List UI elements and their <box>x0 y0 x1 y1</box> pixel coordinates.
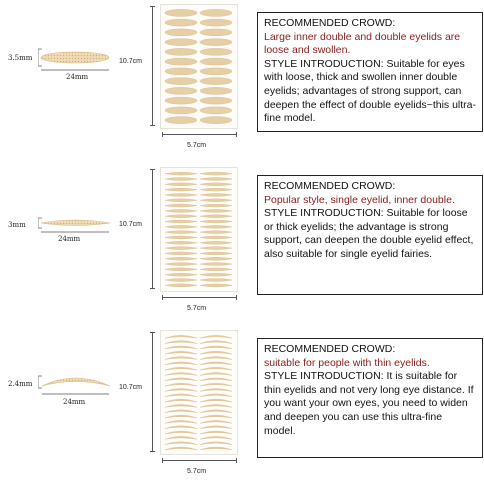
eyelid-patch <box>165 241 197 244</box>
eyelid-patch <box>165 415 197 418</box>
sheet-width-label: 5.7cm <box>187 468 207 475</box>
product-variant-wide <box>0 0 484 162</box>
eyelid-patch <box>165 442 197 445</box>
eyelid-patch <box>200 97 232 104</box>
width-label: 24mm <box>66 73 89 81</box>
sheet-height-dimension <box>152 6 155 126</box>
product-variant-thin <box>0 163 484 325</box>
eyelid-patch <box>200 442 232 445</box>
eyelid-patch <box>165 9 197 16</box>
eyelid-patch <box>200 351 232 354</box>
height-label: 3.5mm <box>8 54 33 62</box>
eyelid-patch <box>200 357 232 360</box>
eyelid-patch <box>165 58 197 65</box>
eyelid-patch <box>200 346 232 349</box>
eyelid-patch <box>165 215 197 218</box>
height-label: 2.4mm <box>8 380 33 388</box>
eyelid-patch <box>165 172 197 175</box>
eyelid-patch <box>165 394 197 397</box>
eyelid-patch <box>200 367 232 370</box>
eyelid-patch <box>200 188 232 191</box>
style-label: STYLE INTRODUCTION: <box>264 57 384 70</box>
eyelid-patch <box>165 268 197 271</box>
sheet-width-dimension <box>162 134 237 137</box>
eyelid-patch <box>165 367 197 370</box>
eyelid-patch <box>165 447 197 450</box>
sheet-patches <box>161 5 237 128</box>
eyelid-patch <box>165 236 197 239</box>
eyelid-patch <box>165 97 197 104</box>
sheet-width-dimension <box>162 297 237 300</box>
eyelid-patch <box>200 431 232 434</box>
style-text: Suitable for eyes with loose, thick and swollen inner double eyelids; advantages of strong support, can deepen the effect of double eyelids~this ultra-fine model. <box>264 57 476 125</box>
eyelid-patch <box>165 231 197 234</box>
crowd-label: RECOMMENDED CROWD: <box>264 180 396 192</box>
eyelid-patch <box>165 39 197 46</box>
description-box <box>257 175 483 295</box>
eyelid-patch <box>200 389 232 392</box>
eyelid-patch <box>200 394 232 397</box>
eyelid-patch <box>165 362 197 365</box>
eyelid-patch <box>165 247 197 250</box>
sheet-height-label: 10.7cm <box>119 384 142 391</box>
eyelid-patch <box>165 341 197 344</box>
eyelid-strip-sample <box>38 370 113 400</box>
eyelid-strip-sample <box>38 48 113 76</box>
sheet-width-dimension <box>162 460 237 463</box>
eyelid-patch <box>200 279 232 282</box>
eyelid-patch <box>165 199 197 202</box>
eyelid-patch <box>200 19 232 26</box>
eyelid-patch <box>165 225 197 228</box>
eyelid-patch <box>165 431 197 434</box>
crowd-text: Large inner double and double eyelids are loose and swollen. <box>264 30 461 57</box>
style-text: It is suitable for thin eyelids and not very long eye distance. If you want your own eyes, you need to widen and deepen you can use this ultra-fine model. <box>264 370 474 437</box>
description-box <box>257 338 483 458</box>
style-intro <box>264 58 476 126</box>
eyelid-patch <box>165 68 197 75</box>
sample-strip <box>8 370 113 410</box>
eyelid-patch <box>165 252 197 255</box>
eyelid-patch <box>200 335 232 338</box>
sample-strip <box>8 213 113 253</box>
width-label: 24mm <box>63 398 86 406</box>
eyelid-patch <box>200 204 232 207</box>
eyelid-patch <box>200 29 232 36</box>
eyelid-patch <box>200 410 232 413</box>
style-label: STYLE INTRODUCTION: <box>264 370 384 383</box>
eyelid-patch <box>165 399 197 402</box>
eyelid-patch <box>200 426 232 429</box>
eyelid-patch <box>165 404 197 407</box>
eyelid-patch <box>200 257 232 260</box>
sheet-height-label: 10.7cm <box>119 221 142 228</box>
eyelid-patch <box>200 78 232 85</box>
sheet-width-label: 5.7cm <box>187 142 207 149</box>
eyelid-patch <box>165 263 197 266</box>
eyelid-patch <box>165 410 197 413</box>
height-label: 3mm <box>8 221 26 229</box>
eyelid-patch <box>200 58 232 65</box>
eyelid-patch <box>165 257 197 260</box>
eyelid-patch <box>200 284 232 287</box>
eyelid-patch <box>165 378 197 381</box>
eyelid-patch <box>200 117 232 124</box>
sticker-sheet <box>160 330 238 455</box>
eyelid-patch <box>165 273 197 276</box>
eyelid-patch <box>200 9 232 16</box>
eyelid-patch <box>165 373 197 376</box>
eyelid-patch <box>165 389 197 392</box>
style-text: Suitable for loose or thick eyelids; the advantage is strong support, can deepen the double eyelid effect, also suitable for single eyelid fairies. <box>264 207 474 260</box>
style-label: STYLE INTRODUCTION: <box>264 207 384 220</box>
eyelid-patch <box>165 220 197 223</box>
eyelid-patch <box>165 209 197 212</box>
eyelid-patch <box>200 236 232 239</box>
width-label: 24mm <box>58 235 81 243</box>
eyelid-patch <box>165 78 197 85</box>
eyelid-patch <box>165 204 197 207</box>
crowd-text: suitable for people with thin eyelids. <box>264 356 430 369</box>
eyelid-patch <box>200 268 232 271</box>
eyelid-patch <box>165 48 197 55</box>
eyelid-patch <box>200 263 232 266</box>
eyelid-patch <box>200 241 232 244</box>
eyelid-patch <box>165 357 197 360</box>
eyelid-patch <box>165 426 197 429</box>
eyelid-patch <box>200 48 232 55</box>
eyelid-patch <box>200 183 232 186</box>
sheet-patches <box>161 168 237 291</box>
crowd-label: RECOMMENDED CROWD: <box>264 17 396 29</box>
eyelid-patch <box>200 447 232 450</box>
eyelid-patch <box>200 383 232 386</box>
eyelid-patch <box>165 193 197 196</box>
eyelid-patch <box>200 172 232 175</box>
eyelid-patch <box>200 362 232 365</box>
eyelid-patch <box>200 247 232 250</box>
eyelid-patch <box>165 107 197 114</box>
eyelid-patch <box>165 335 197 338</box>
sheet-patches <box>161 331 237 454</box>
eyelid-patch <box>200 404 232 407</box>
sheet-height-label: 10.7cm <box>119 58 142 65</box>
eyelid-patch <box>165 279 197 282</box>
eyelid-patch <box>200 273 232 276</box>
eyelid-patch <box>200 436 232 439</box>
eyelid-patch <box>200 199 232 202</box>
eyelid-patch <box>165 351 197 354</box>
eyelid-patch <box>200 252 232 255</box>
sticker-sheet <box>160 4 238 129</box>
eyelid-patch <box>200 68 232 75</box>
crowd-label: RECOMMENDED CROWD: <box>264 343 396 355</box>
eyelid-patch <box>165 183 197 186</box>
eyelid-patch <box>200 39 232 46</box>
eyelid-patch <box>200 231 232 234</box>
sticker-sheet <box>160 167 238 292</box>
sheet-height-dimension <box>152 169 155 289</box>
eyelid-patch <box>200 209 232 212</box>
sheet-width-label: 5.7cm <box>187 305 207 312</box>
eyelid-patch <box>165 19 197 26</box>
eyelid-patch <box>165 177 197 180</box>
crowd-text: Popular style, single eyelid, inner double. <box>264 193 455 206</box>
eyelid-patch <box>200 177 232 180</box>
eyelid-patch <box>200 215 232 218</box>
eyelid-patch <box>200 378 232 381</box>
eyelid-patch <box>165 29 197 36</box>
product-variant-crescent <box>0 326 484 488</box>
eyelid-patch <box>200 373 232 376</box>
eyelid-patch <box>200 399 232 402</box>
eyelid-patch <box>165 284 197 287</box>
eyelid-patch <box>200 225 232 228</box>
description-box <box>257 12 483 132</box>
eyelid-patch <box>200 220 232 223</box>
eyelid-patch <box>200 341 232 344</box>
eyelid-patch <box>165 117 197 124</box>
eyelid-patch <box>165 87 197 94</box>
style-intro <box>264 370 476 438</box>
eyelid-patch <box>200 415 232 418</box>
sample-strip <box>8 48 113 88</box>
eyelid-patch <box>165 383 197 386</box>
eyelid-patch <box>165 188 197 191</box>
eyelid-patch <box>165 420 197 423</box>
eyelid-patch <box>200 107 232 114</box>
eyelid-patch <box>200 420 232 423</box>
sheet-height-dimension <box>152 332 155 452</box>
style-intro <box>264 207 476 261</box>
eyelid-patch <box>165 346 197 349</box>
eyelid-patch <box>200 87 232 94</box>
eyelid-patch <box>200 193 232 196</box>
eyelid-patch <box>165 436 197 439</box>
